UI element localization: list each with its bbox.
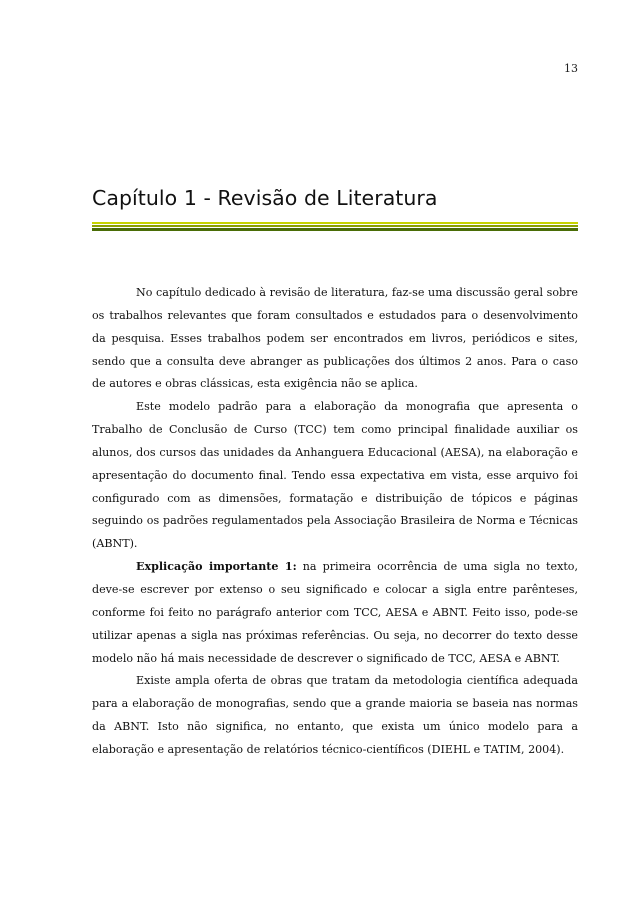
rule-line-dark (92, 228, 578, 231)
chapter-title: Capítulo 1 - Revisão de Literatura (92, 186, 438, 210)
paragraph-4: Existe ampla oferta de obras que tratam da metodologia científica adequada para a elaboração de monografias, sendo que a grande maioria se baseia nas normas da ABNT. Isto não significa, no entanto, que exista um único modelo para a elaboração e apresentação de relatórios técnico-científicos (DIEHL e TATIM, 2004). (92, 674, 578, 756)
title-underline-rule (92, 222, 578, 231)
paragraph-1: No capítulo dedicado à revisão de literatura, faz-se uma discussão geral sobre os trabalhos relevantes que foram consultados e estudados para o desenvolvimento da pesquisa. Esses trabalhos podem ser encontrados em livros, periódicos e sites, sendo que a consulta deve abranger as publicações dos últimos 2 anos. Para o caso de autores e obras clássicas, esta exigência não se aplica. (92, 286, 578, 391)
paragraph-3 (92, 556, 578, 670)
paragraph-2: Este modelo padrão para a elaboração da monografia que apresenta o Trabalho de Conclusão de Curso (TCC) tem como principal finalidade auxiliar os alunos, dos cursos das unidades da Anhanguera Educacional (AESA), na elaboração e apresentação do documento final. Tendo essa expectativa em vista, esse arquivo foi configurado com as dimensões, formatação e distribuição de tópicos e páginas seguindo os padrões regulamentados pela Associação Brasileira de Norma e Técnicas (ABNT). (92, 400, 578, 551)
important-note-label: Explicação importante 1: (136, 560, 297, 574)
body-text (92, 282, 578, 762)
paragraph-3-text: na primeira ocorrência de uma sigla no texto, deve-se escrever por extenso o seu significado e colocar a sigla entre parênteses, conforme foi feito no parágrafo anterior com TCC, AESA e ABNT. Feito isso, pode-se utilizar apenas a sigla nas próximas referências. Ou seja, no decorrer do texto desse modelo não há mais necessidade de descrever o significado de TCC, AESA e ABNT. (92, 560, 578, 665)
rule-line-mid (92, 225, 578, 227)
rule-line-light (92, 222, 578, 224)
page-number: 13 (564, 62, 578, 75)
